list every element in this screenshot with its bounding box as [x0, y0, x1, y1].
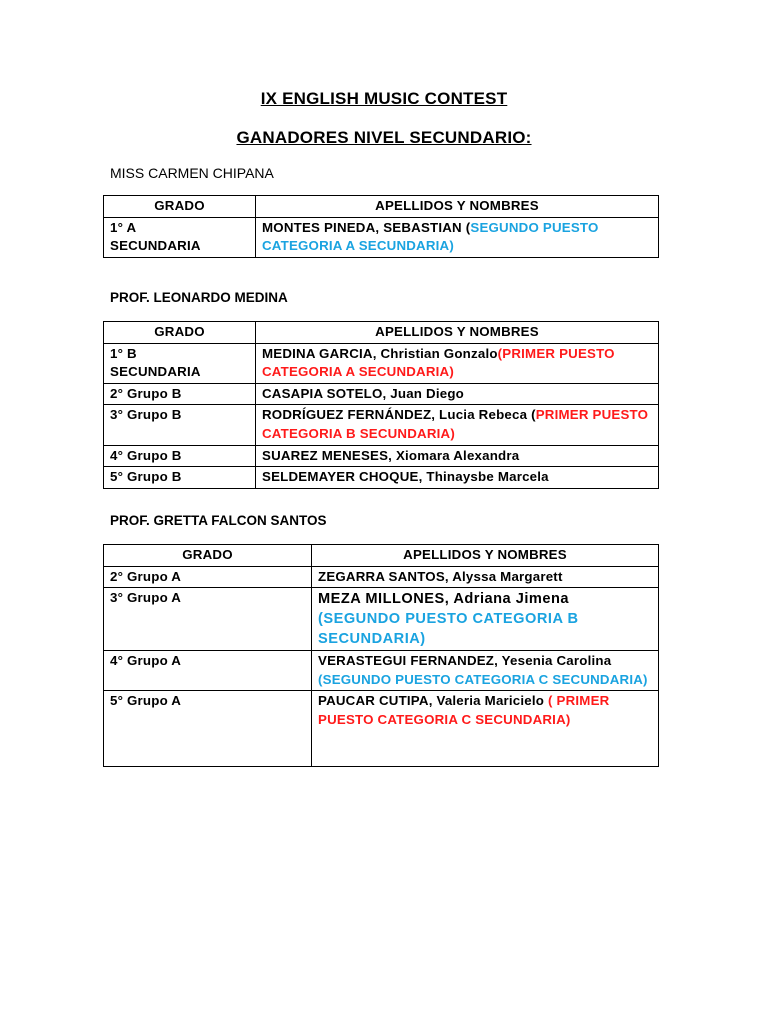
student-name: MEZA MILLONES, Adriana Jimena: [318, 591, 570, 608]
table-row: [104, 566, 659, 588]
grade-cell: [104, 343, 256, 383]
table-row: [104, 343, 659, 383]
name-cell: [256, 217, 659, 257]
grade-cell: 3° Grupo A: [104, 588, 312, 651]
grade-cell: 5° Grupo B: [104, 467, 256, 489]
grade-line-2: SECUNDARIA: [110, 238, 201, 254]
grade-cell: 5° Grupo A: [104, 691, 312, 767]
table-row: [104, 445, 659, 467]
header-grade: GRADO: [104, 545, 312, 567]
student-name: ZEGARRA SANTOS, Alyssa Margarett: [318, 568, 563, 584]
teacher-name-section-3: PROF. GRETTA FALCON SANTOS: [110, 513, 327, 528]
table-row: [104, 217, 659, 257]
grade-cell: [104, 217, 256, 257]
award-note: (SEGUNDO PUESTO CATEGORIA B SECUNDARIA): [318, 611, 579, 648]
student-name: MONTES PINEDA, SEBASTIAN (: [262, 219, 471, 235]
grade-cell: 3° Grupo B: [104, 405, 256, 445]
student-name: SELDEMAYER CHOQUE, Thinaysbe Marcela: [262, 469, 549, 485]
grade-cell: 2° Grupo A: [104, 566, 312, 588]
header-grade: GRADO: [104, 196, 256, 218]
header-grade: GRADO: [104, 322, 256, 344]
award-note: ( PRIMER PUESTO CATEGORIA C SECUNDARIA): [318, 693, 610, 727]
grade-cell: 4° Grupo A: [104, 651, 312, 691]
table-row: [104, 405, 659, 445]
student-name: RODRÍGUEZ FERNÁNDEZ, Lucia Rebeca (: [262, 407, 536, 423]
award-note: PRIMER PUESTO CATEGORIA B SECUNDARIA): [262, 407, 649, 441]
name-cell: [312, 566, 659, 588]
table-header-row: [104, 322, 659, 344]
name-cell: [312, 691, 659, 767]
student-name: CASAPIA SOTELO, Juan Diego: [262, 385, 464, 401]
table-row: [104, 383, 659, 405]
table-row: [104, 588, 659, 651]
teacher-name-section-2: PROF. LEONARDO MEDINA: [110, 290, 288, 305]
table-header-row: [104, 196, 659, 218]
header-names: APELLIDOS Y NOMBRES: [256, 196, 659, 218]
table-row: [104, 651, 659, 691]
name-cell: [256, 343, 659, 383]
award-note: (PRIMER PUESTO CATEGORIA A SECUNDARIA): [262, 345, 615, 380]
award-note: (SEGUNDO PUESTO CATEGORIA C SECUNDARIA): [318, 671, 648, 687]
name-cell: [256, 383, 659, 405]
name-cell: [256, 405, 659, 445]
name-cell: [256, 467, 659, 489]
winners-table-section-2: [103, 321, 659, 489]
grade-cell: 2° Grupo B: [104, 383, 256, 405]
name-cell: [312, 588, 659, 651]
student-name: MEDINA GARCIA, Christian Gonzalo: [262, 345, 498, 361]
document-title: IX ENGLISH MUSIC CONTEST: [260, 89, 508, 108]
winners-table-section-3: [103, 544, 659, 767]
table-row: [104, 691, 659, 767]
award-note: SEGUNDO PUESTO CATEGORIA A SECUNDARIA): [262, 219, 599, 254]
name-cell: [312, 651, 659, 691]
name-cell: [256, 445, 659, 467]
student-name: SUAREZ MENESES, Xiomara Alexandra: [262, 447, 520, 463]
grade-line-1: 1° A: [110, 219, 137, 235]
grade-cell: 4° Grupo B: [104, 445, 256, 467]
winners-table-section-1: [103, 195, 659, 258]
header-names: APELLIDOS Y NOMBRES: [312, 545, 659, 567]
grade-line-1: 1° B: [110, 345, 137, 361]
table-row: [104, 467, 659, 489]
teacher-name-section-1: MISS CARMEN CHIPANA: [110, 165, 274, 181]
document-subtitle: GANADORES NIVEL SECUNDARIO:: [236, 128, 532, 147]
grade-line-2: SECUNDARIA: [110, 364, 201, 380]
student-name: PAUCAR CUTIPA, Valeria Maricielo: [318, 693, 548, 709]
student-name: VERASTEGUI FERNANDEZ, Yesenia Carolina: [318, 653, 612, 669]
header-names: APELLIDOS Y NOMBRES: [256, 322, 659, 344]
table-header-row: [104, 545, 659, 567]
